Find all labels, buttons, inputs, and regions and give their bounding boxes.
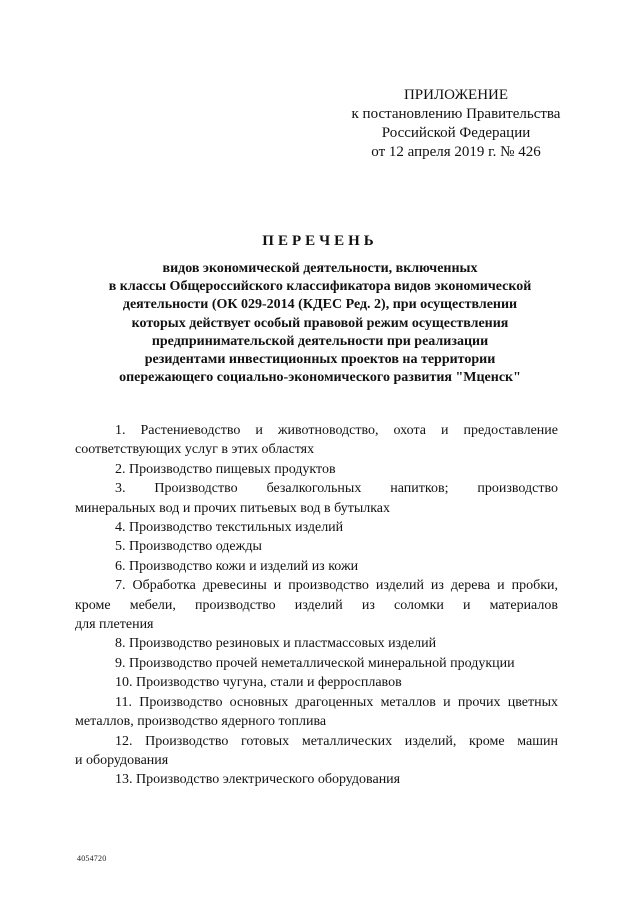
document-title: ПЕРЕЧЕНЬ bbox=[262, 233, 378, 249]
appendix-header bbox=[340, 86, 572, 162]
document-subtitle bbox=[60, 260, 580, 387]
list-item-text: 1. Растениеводство и животноводство, охота и предоставление bbox=[115, 423, 558, 438]
list-item: 4. Производство текстильных изделий bbox=[115, 520, 344, 536]
subtitle-line: резидентами инвестиционных проектов на территории bbox=[144, 352, 496, 368]
appendix-resolution: к постановлению Правительства bbox=[351, 106, 561, 122]
list-item-continuation: минеральных вод и прочих питьевых вод в бутылках bbox=[75, 500, 391, 516]
subtitle-line: предпринимательской деятельности при реализации bbox=[151, 333, 489, 349]
subtitle-line: опережающего социально-экономического развития "Мценск" bbox=[119, 370, 521, 386]
list-item bbox=[75, 421, 558, 460]
list-item-text: 3. Производство безалкогольных напитков; производство bbox=[115, 481, 558, 497]
appendix-label: ПРИЛОЖЕНИЕ bbox=[403, 87, 509, 103]
list-item bbox=[75, 479, 558, 518]
list-item bbox=[75, 693, 558, 732]
list-item: 9. Производство прочей неметаллической минеральной продукции bbox=[115, 655, 515, 671]
subtitle-line: видов экономической деятельности, включенных bbox=[162, 261, 478, 276]
list-item bbox=[75, 576, 558, 634]
list-item-continuation: для плетения bbox=[75, 617, 154, 633]
subtitle-line: которых действует особый правовой режим осуществления bbox=[131, 315, 509, 331]
list-item-text: 12. Производство готовых металлических изделий, кроме машин bbox=[115, 733, 558, 749]
list-item bbox=[75, 732, 558, 771]
list-item-text: 7. Обработка древесины и производство изделий из дерева и пробки, bbox=[115, 578, 558, 594]
list-item: 5. Производство одежды bbox=[115, 539, 262, 555]
subtitle-line: деятельности (ОК 029-2014 (КДЕС Ред. 2), при осуществлении bbox=[122, 297, 518, 313]
list-item-continuation: кроме мебели, производство изделий из соломки и материалов bbox=[75, 597, 558, 613]
list-item: 10. Производство чугуна, стали и ферросплавов bbox=[115, 675, 402, 691]
list-item: 8. Производство резиновых и пластмассовых изделий bbox=[115, 636, 437, 652]
activity-list bbox=[75, 421, 558, 790]
list-item: 6. Производство кожи и изделий из кожи bbox=[115, 558, 359, 574]
document-code: 4054720 bbox=[77, 854, 107, 863]
subtitle-line: в классы Общероссийского классификатора видов экономической bbox=[108, 279, 532, 295]
list-item-continuation: и оборудования bbox=[75, 752, 169, 768]
list-item-continuation: металлов, производство ядерного топлива bbox=[75, 714, 327, 730]
list-item: 13. Производство электрического оборудования bbox=[115, 772, 401, 788]
list-item-text: 11. Производство основных драгоценных металлов и прочих цветных bbox=[115, 694, 558, 710]
appendix-date-number: от 12 апреля 2019 г. № 426 bbox=[371, 144, 541, 160]
list-item-continuation: соответствующих услуг в этих областях bbox=[75, 442, 315, 458]
appendix-government: Российской Федерации bbox=[381, 125, 531, 141]
list-item: 2. Производство пищевых продуктов bbox=[115, 461, 336, 477]
